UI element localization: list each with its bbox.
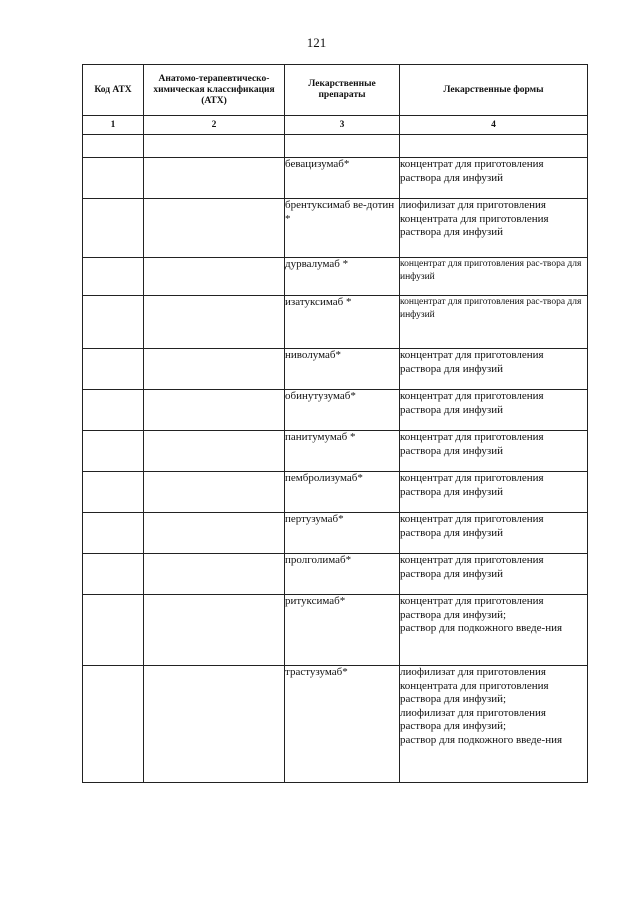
table-row (83, 666, 588, 783)
empty-row (83, 135, 588, 158)
atc-code-cell (83, 158, 144, 199)
drug-name-cell: брентуксимаб ве-дотин * (285, 199, 400, 258)
dosage-form-line: концентрат для приготовления рас-твора для инфузий (400, 297, 582, 320)
drug-name-cell: ритуксимаб* (285, 595, 400, 666)
dosage-form-line: концентрат для приготовления раствора для инфузий; (400, 595, 544, 621)
dosage-form-cell (400, 349, 588, 390)
table-row (83, 554, 588, 595)
dosage-form-line: концентрат для приготовления раствора для инфузий (400, 513, 544, 539)
dosage-form-cell (400, 199, 588, 258)
dosage-form-cell (400, 666, 588, 783)
atc-classification-cell (144, 349, 285, 390)
atc-code-cell (83, 472, 144, 513)
atc-classification-cell (144, 258, 285, 296)
header-atc-code: Код АТХ (83, 65, 144, 116)
header-atc-classification: Анатомо-терапевтическо-химическая классификация (АТХ) (144, 65, 285, 116)
atc-code-cell (83, 199, 144, 258)
drug-name-cell: трастузумаб* (285, 666, 400, 783)
atc-classification-cell (144, 472, 285, 513)
atc-code-cell (83, 349, 144, 390)
dosage-form-cell (400, 554, 588, 595)
table-row (83, 513, 588, 554)
dosage-form-line: концентрат для приготовления раствора для инфузий (400, 158, 544, 184)
dosage-form-line: лиофилизат для приготовления раствора для инфузий; (400, 706, 546, 732)
drug-name-cell: дурвалумаб * (285, 258, 400, 296)
dosage-form-cell (400, 258, 588, 296)
dosage-form-cell (400, 431, 588, 472)
table-row (83, 258, 588, 296)
atc-classification-cell (144, 390, 285, 431)
table-row (83, 296, 588, 349)
drug-name-cell: пембролизумаб* (285, 472, 400, 513)
table-row (83, 390, 588, 431)
dosage-form-cell (400, 158, 588, 199)
drug-name-cell: пролголимаб* (285, 554, 400, 595)
atc-classification-cell (144, 296, 285, 349)
dosage-form-line: концентрат для приготовления раствора для инфузий (400, 390, 544, 416)
column-number: 1 (83, 116, 144, 135)
atc-code-cell (83, 258, 144, 296)
atc-classification-cell (144, 431, 285, 472)
atc-classification-cell (144, 158, 285, 199)
table-row (83, 472, 588, 513)
header-dosage-forms: Лекарственные формы (400, 65, 588, 116)
atc-code-cell (83, 554, 144, 595)
table-row (83, 595, 588, 666)
atc-classification-cell (144, 595, 285, 666)
atc-classification-cell (144, 554, 285, 595)
atc-classification-cell (144, 666, 285, 783)
column-number: 2 (144, 116, 285, 135)
atc-code-cell (83, 513, 144, 554)
dosage-form-line: концентрат для приготовления раствора для инфузий (400, 554, 544, 580)
column-number: 4 (400, 116, 588, 135)
dosage-form-cell (400, 472, 588, 513)
atc-classification-cell (144, 199, 285, 258)
drug-name-cell: панитумумаб * (285, 431, 400, 472)
dosage-form-line: концентрат для приготовления раствора для инфузий (400, 472, 544, 498)
table-row (83, 158, 588, 199)
column-number-row (83, 116, 588, 135)
table-row (83, 431, 588, 472)
dosage-form-line: лиофилизат для приготовления концентрата для приготовления раствора для инфузий (400, 199, 549, 238)
dosage-form-line: концентрат для приготовления раствора для инфузий (400, 431, 544, 457)
dosage-form-cell (400, 595, 588, 666)
atc-classification-cell (144, 513, 285, 554)
atc-code-cell (83, 431, 144, 472)
dosage-form-line: лиофилизат для приготовления концентрата для приготовления раствора для инфузий; (400, 666, 549, 705)
dosage-form-cell (400, 296, 588, 349)
table-row (83, 349, 588, 390)
atc-code-cell (83, 595, 144, 666)
drug-name-cell: обинутузумаб* (285, 390, 400, 431)
column-number: 3 (285, 116, 400, 135)
dosage-form-line: концентрат для приготовления рас-твора для инфузий (400, 259, 582, 282)
dosage-form-line: раствор для подкожного введе-ния (400, 733, 563, 746)
drug-name-cell: бевацизумаб* (285, 158, 400, 199)
atc-code-cell (83, 666, 144, 783)
atc-code-cell (83, 296, 144, 349)
page-number: 121 (306, 35, 327, 50)
table-header-row (83, 65, 588, 116)
drug-table (82, 64, 588, 783)
drug-name-cell: ниволумаб* (285, 349, 400, 390)
dosage-form-line: концентрат для приготовления раствора для инфузий (400, 349, 544, 375)
drug-name-cell: пертузумаб* (285, 513, 400, 554)
dosage-form-cell (400, 390, 588, 431)
dosage-form-line: раствор для подкожного введе-ния (400, 622, 563, 634)
header-drugs: Лекарственные препараты (285, 65, 400, 116)
atc-code-cell (83, 390, 144, 431)
table-row (83, 199, 588, 258)
drug-rows (83, 158, 588, 783)
dosage-form-cell (400, 513, 588, 554)
drug-name-cell: изатуксимаб * (285, 296, 400, 349)
